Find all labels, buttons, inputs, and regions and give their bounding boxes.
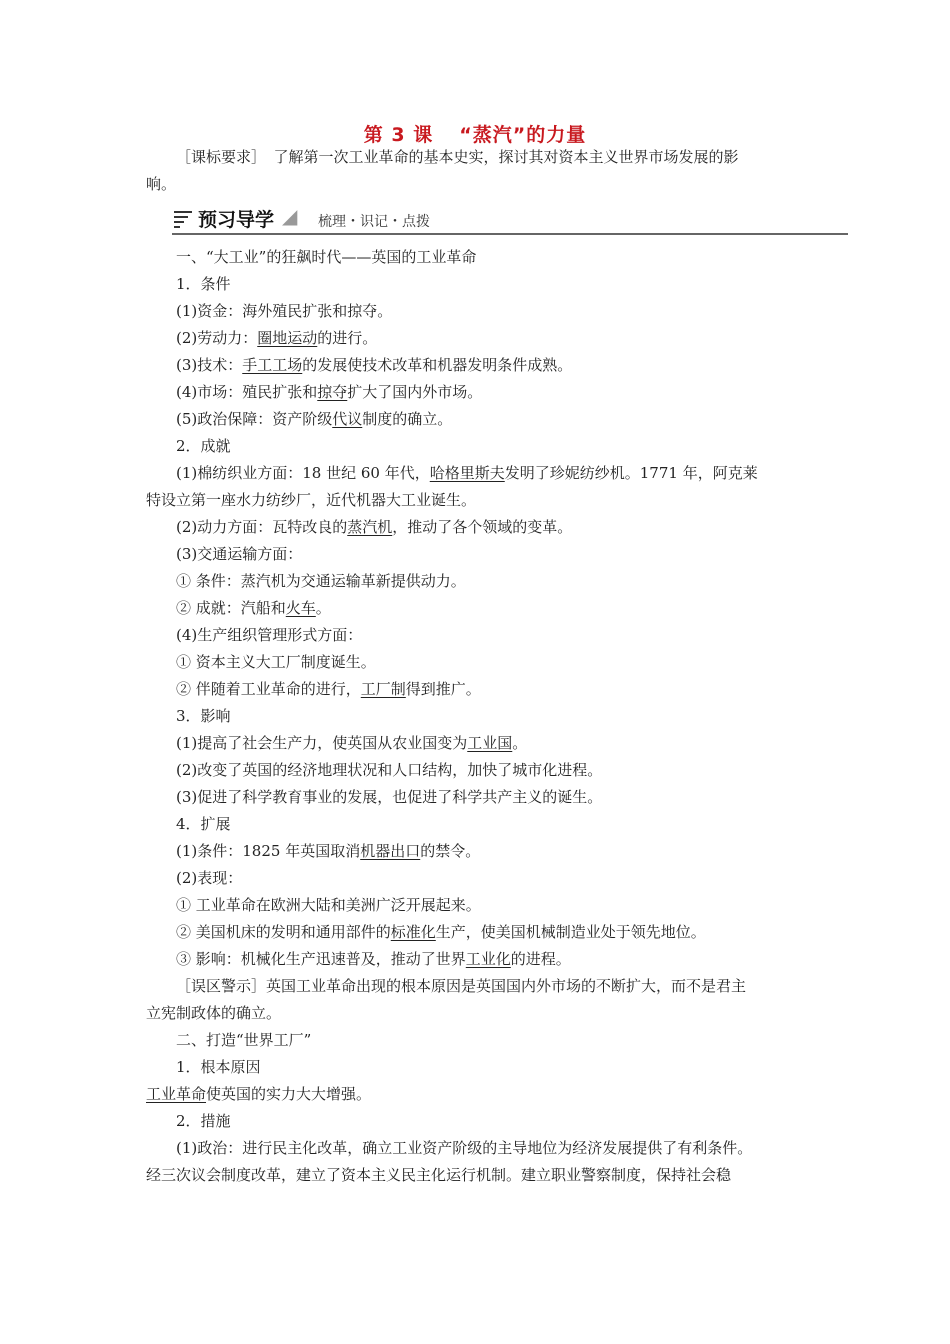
extension-manifestation: (2)表现： [176, 869, 243, 887]
manifestation-3: ③ 影响：机械化生产迅速普及，推动了世界工业化的进程。 [176, 950, 571, 968]
answer-blank: 哈格里斯夫 [429, 464, 505, 482]
banner-title: 预习导学 [198, 209, 275, 231]
root-cause-heading: 1．根本原因 [176, 1058, 261, 1076]
achievement-textile: (1)棉纺织业方面：18 世纪 60 年代，哈格里斯夫发明了珍妮纺纱机。1771 年，阿克莱 [176, 464, 758, 482]
extension-condition: (1)条件：1825 年英国取消机器出口的禁令。 [176, 842, 481, 860]
transport-result: ② 成就：汽船和火车。 [176, 599, 331, 617]
impact-productivity: (1)提高了社会生产力，使英国从农业国变为工业国。 [176, 734, 528, 752]
requirement-line-2: 响。 [146, 175, 177, 193]
answer-blank: 蒸汽机 [347, 518, 393, 536]
measure-politics: (1)政治：进行民主化改革，确立工业资产阶级的主导地位为经济发展提供了有利条件。 [176, 1139, 753, 1157]
answer-blank: 手工工场 [242, 356, 303, 374]
misconception-warning: ［误区警示］英国工业革命出现的根本原因是英国国内外市场的不断扩大，而不是君主 [176, 977, 747, 995]
condition-market: (4)市场：殖民扩张和掠夺扩大了国内外市场。 [176, 383, 483, 401]
section-2-heading: 二、打造“世界工厂” [176, 1031, 312, 1049]
organization-spread: ② 伴随着工业革命的进行，工厂制得到推广。 [176, 680, 481, 698]
achievement-power: (2)动力方面：瓦特改良的蒸汽机，推动了各个领域的变革。 [176, 518, 573, 536]
banner-stripes-icon [174, 211, 192, 231]
requirement-line-1: ［课标要求］ 了解第一次工业革命的基本史实，探讨其对资本主义世界市场发展的影 [176, 148, 739, 166]
achievements-heading: 2．成就 [176, 437, 231, 455]
section-1-heading: 一、“大工业”的狂飙时代——英国的工业革命 [176, 248, 477, 266]
achievement-transport: (3)交通运输方面： [176, 545, 303, 563]
condition-labor: (2)劳动力：圈地运动的进行。 [176, 329, 378, 347]
section-banner [172, 202, 848, 238]
banner-slash-icon: ◢ [282, 204, 298, 228]
answer-blank: 掠夺 [317, 383, 348, 401]
banner-subtitle: 梳理・识记・点拨 [318, 214, 430, 230]
organization-factory: ① 资本主义大工厂制度诞生。 [176, 653, 376, 671]
answer-blank: 火车 [285, 599, 316, 617]
measure-politics-cont: 经三次议会制度改革，建立了资本主义民主化运行机制。建立职业警察制度，保持社会稳 [146, 1166, 732, 1184]
extension-heading: 4．扩展 [176, 815, 231, 833]
condition-politics: (5)政治保障：资产阶级代议制度的确立。 [176, 410, 453, 428]
conditions-heading: 1．条件 [176, 275, 231, 293]
answer-blank: 工业国 [467, 734, 513, 752]
answer-blank: 工业化 [465, 950, 511, 968]
transport-condition: ① 条件：蒸汽机为交通运输革新提供动力。 [176, 572, 466, 590]
condition-technology: (3)技术：手工工场的发展使技术改革和机器发明条件成熟。 [176, 356, 573, 374]
impact-geography: (2)改变了英国的经济地理状况和人口结构，加快了城市化进程。 [176, 761, 603, 779]
lesson-name: “蒸汽”的力量 [459, 124, 587, 146]
answer-blank: 工厂制 [360, 680, 406, 698]
manifestation-2: ② 美国机床的发明和通用部件的标准化生产，使美国机械制造业处于领先地位。 [176, 923, 706, 941]
achievement-textile-cont: 特设立第一座水力纺纱厂，近代机器大工业诞生。 [146, 491, 477, 509]
impact-science: (3)促进了科学教育事业的发展，也促进了科学共产主义的诞生。 [176, 788, 603, 806]
curriculum-requirement [146, 144, 806, 198]
achievement-organization: (4)生产组织管理形式方面： [176, 626, 363, 644]
answer-blank: 工业革命 [146, 1085, 207, 1103]
banner-rule [172, 233, 848, 235]
answer-blank: 标准化 [390, 923, 436, 941]
manifestation-1: ① 工业革命在欧洲大陆和美洲广泛开展起来。 [176, 896, 481, 914]
answer-blank: 机器出口 [360, 842, 421, 860]
lesson-title [0, 120, 950, 147]
main-content [146, 244, 806, 1189]
condition-capital: (1)资金：海外殖民扩张和掠夺。 [176, 302, 393, 320]
impact-heading: 3．影响 [176, 707, 231, 725]
lesson-number: 第 3 课 [363, 124, 434, 146]
answer-blank: 代议 [332, 410, 363, 428]
misconception-warning-cont: 立宪制政体的确立。 [146, 1004, 282, 1022]
root-cause-text: 工业革命使英国的实力大大增强。 [146, 1085, 372, 1103]
measures-heading: 2．措施 [176, 1112, 231, 1130]
answer-blank: 圈地运动 [257, 329, 318, 347]
